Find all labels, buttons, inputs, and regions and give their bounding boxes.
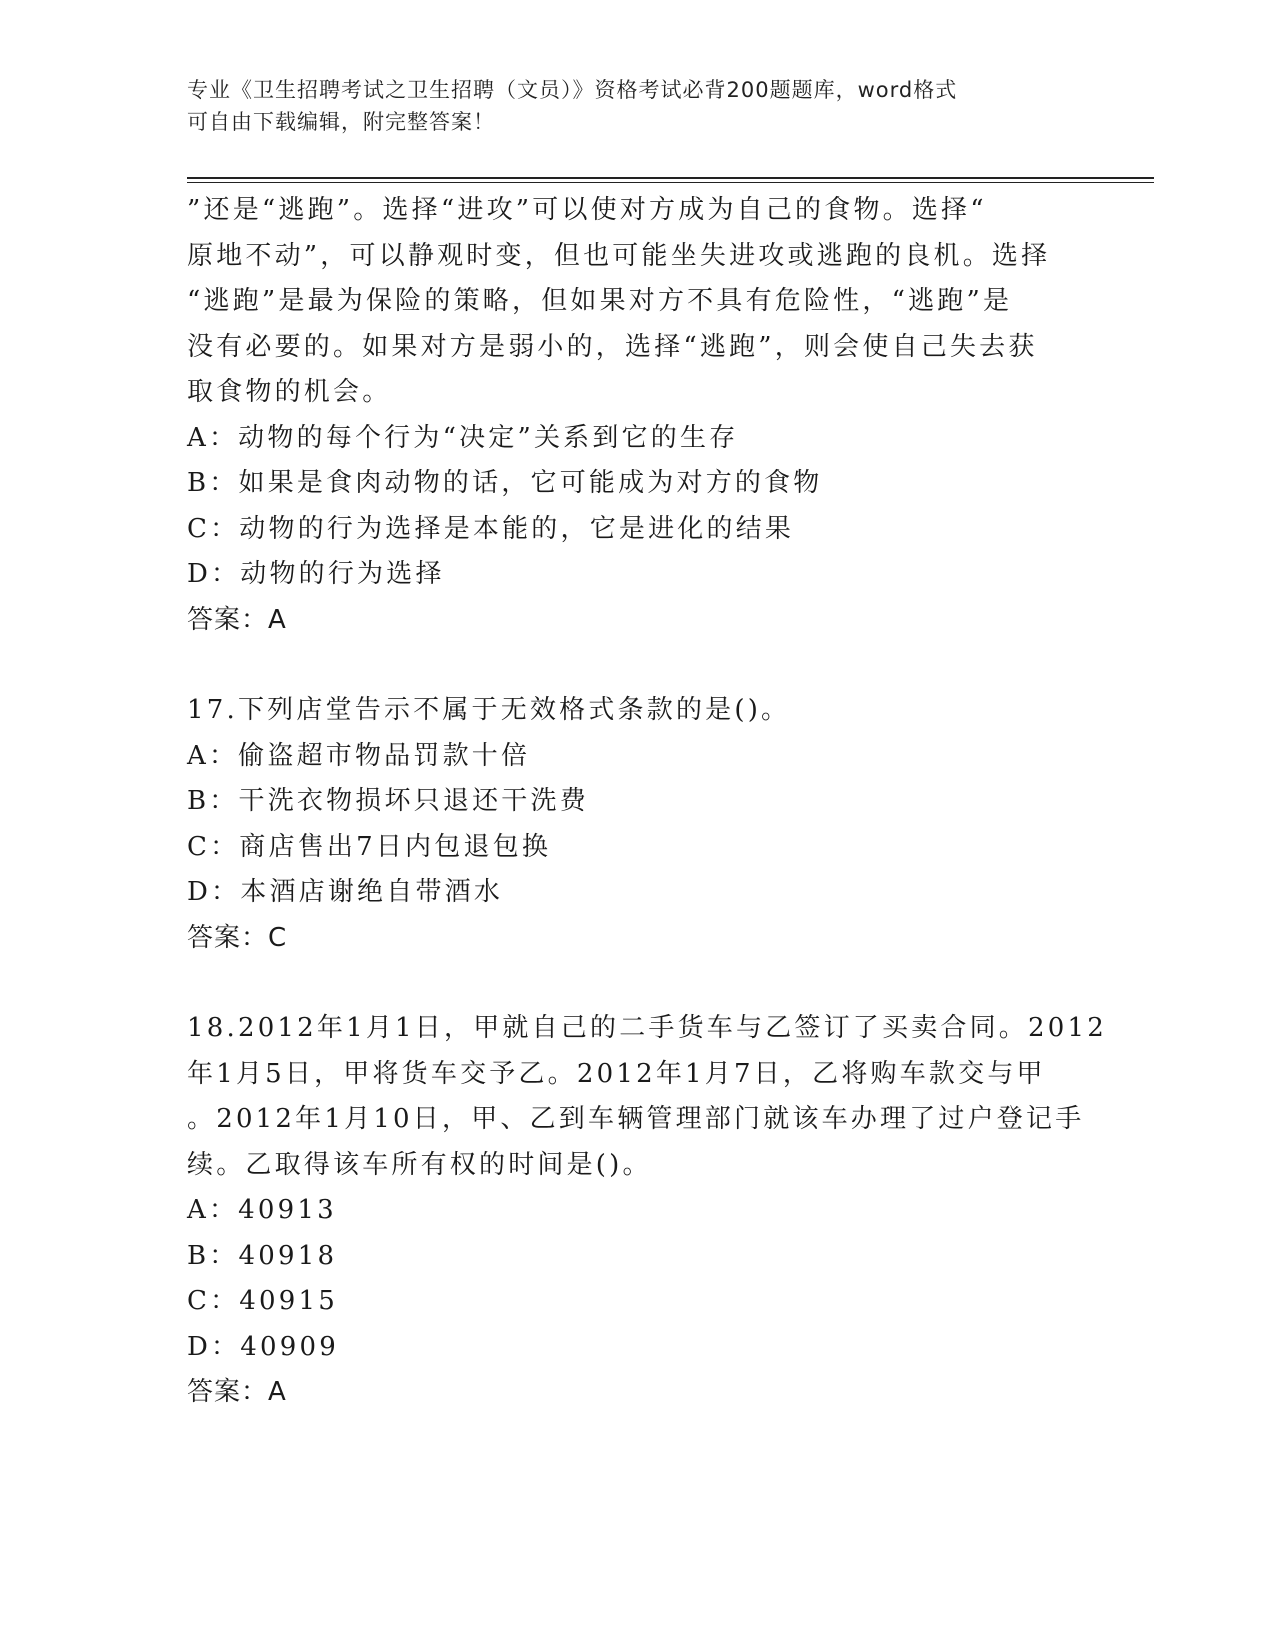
answer-line: 答案：C: [187, 922, 288, 953]
question-text-line: 没有必要的。如果对方是弱小的，选择“逃跑”，则会使自己失去获: [187, 331, 1038, 362]
question-text-line: ”还是“逃跑”。选择“进攻”可以使对方成为自己的食物。选择“: [187, 195, 987, 225]
document-header: [187, 74, 1067, 138]
question-text-line: 年1月5日，甲将货车交予乙。2012年1月7日，乙将购车款交与甲: [187, 1058, 1046, 1089]
option-b: B：如果是食肉动物的话，它可能成为对方的食物: [187, 468, 823, 498]
question-spacer: [187, 961, 1087, 1006]
answer-line: 答案：A: [187, 1377, 287, 1407]
document-body: [187, 188, 1107, 1416]
question-18: [187, 1006, 1107, 1416]
header-title-line-1: 专业《卫生招聘考试之卫生招聘（文员）》资格考试必背200题题库，word格式: [187, 78, 958, 102]
option-b: B：40918: [187, 1240, 338, 1271]
question-17: [187, 688, 1087, 961]
option-d: D：40909: [187, 1331, 339, 1362]
option-d: D：动物的行为选择: [187, 559, 445, 589]
option-d: D：本酒店谢绝自带酒水: [187, 877, 504, 907]
option-c: C：40915: [187, 1286, 339, 1316]
question-text-line: “逃跑”是最为保险的策略，但如果对方不具有危险性，“逃跑”是: [187, 286, 1013, 316]
question-text-line: 18.2012年1月1日，甲就自己的二手货车与乙签订了买卖合同。2012: [187, 1013, 1107, 1043]
question-text-line: 续。乙取得该车所有权的时间是()。: [187, 1149, 652, 1180]
header-divider-thick: [187, 177, 1154, 179]
header-title-line-2: 可自由下载编辑，附完整答案！: [187, 110, 495, 134]
option-a: A：偷盗超市物品罚款十倍: [187, 740, 531, 771]
option-a: A：40913: [187, 1195, 337, 1225]
question-text-line: 取食物的机会。: [187, 377, 392, 407]
header-divider-thin: [187, 182, 1154, 183]
question-text-line: 。2012年1月10日，甲、乙到车辆管理部门就该车办理了过户登记手: [187, 1104, 1085, 1134]
option-b: B：干洗衣物损坏只退还干洗费: [187, 786, 589, 816]
question-text-line: 原地不动”，可以静观时变，但也可能坐失进攻或逃跑的良机。选择: [187, 240, 1051, 271]
option-c: C：商店售出7日内包退包换: [187, 831, 552, 862]
option-c: C：动物的行为选择是本能的，它是进化的结果: [187, 513, 795, 544]
answer-line: 答案：A: [187, 604, 287, 635]
question-text-line: 17.下列店堂告示不属于无效格式条款的是()。: [187, 695, 791, 725]
question-spacer: [187, 643, 1087, 688]
question-16: [187, 188, 1087, 643]
option-a: A：动物的每个行为“决定”关系到它的生存: [187, 422, 739, 453]
